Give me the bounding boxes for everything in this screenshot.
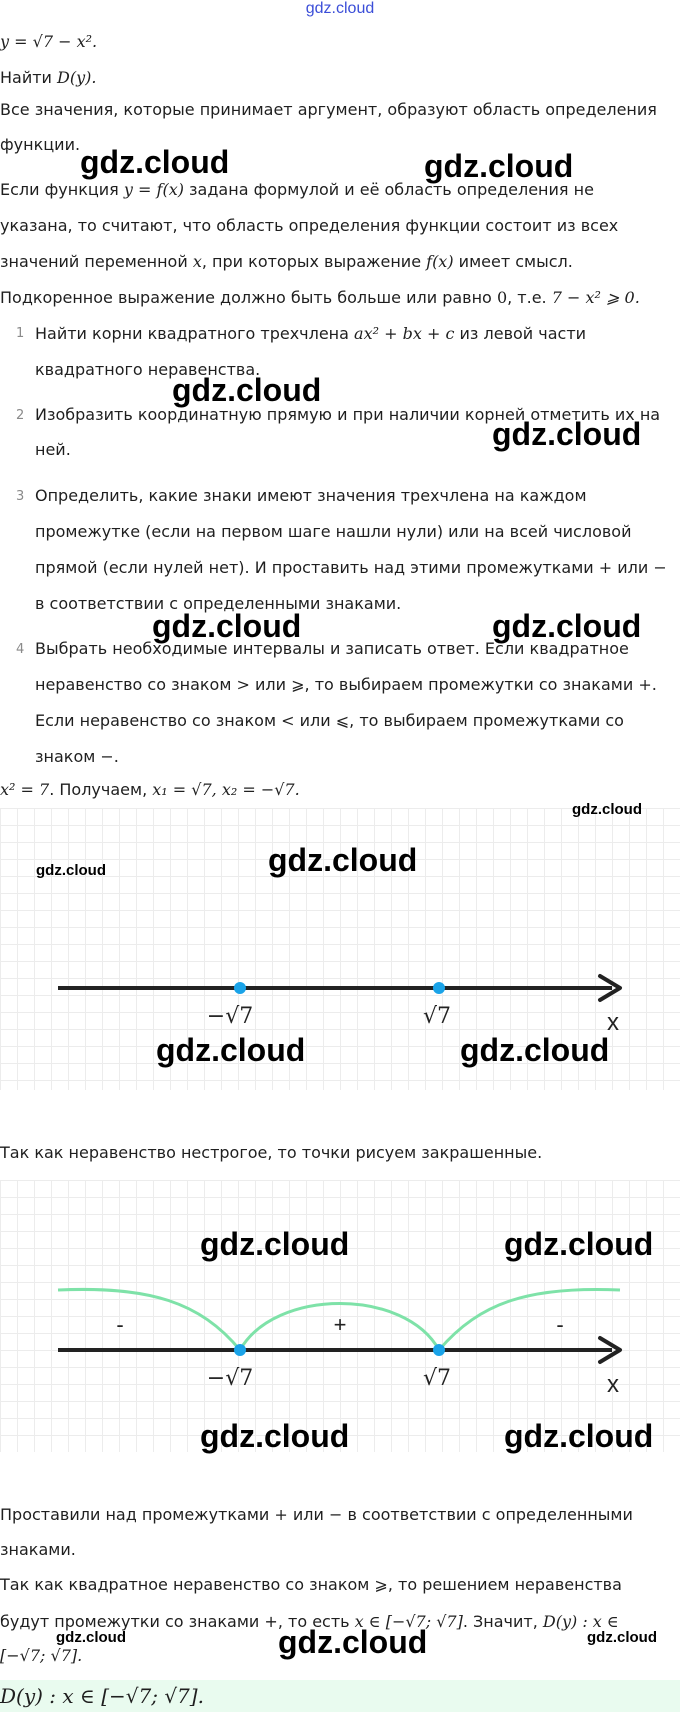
step-number: 1	[16, 326, 25, 341]
text-segment: . Получаем,	[49, 780, 148, 799]
step-3-line4: в соответствии с определенными знаками.	[35, 594, 402, 613]
parabola-arc-left	[58, 1289, 240, 1350]
step-3-line1: Определить, какие знаки имеют значения трехчлена на каждом	[35, 486, 587, 505]
theory-p1-line1: Все значения, которые принимает аргумент, образуют область определения	[0, 100, 657, 119]
axis-label: x	[607, 1009, 619, 1036]
root-point-left	[234, 1344, 246, 1356]
math-segment: +.	[638, 675, 657, 694]
answer-box	[0, 1680, 680, 1712]
find-label: Найти	[0, 68, 52, 87]
text-segment: будут промежутки со знаками +, то есть	[0, 1612, 350, 1631]
math-segment: x² = 7	[0, 780, 50, 799]
conclusion-line3: Так как квадратное неравенство со знаком ⩾, то решением неравенства	[0, 1575, 622, 1594]
theory-p1-line2: функции.	[0, 135, 81, 154]
step-4-line2	[35, 675, 657, 695]
step-1-line1	[35, 324, 586, 344]
text-segment: Если функция	[0, 180, 119, 199]
root-label-right: √7	[422, 1366, 452, 1391]
watermark: gdz.cloud	[460, 1032, 610, 1068]
note-filled-points: Так как неравенство нестрогое, то точки рисуем закрашенные.	[0, 1143, 543, 1162]
root-point-left	[234, 982, 246, 994]
text-segment: . Значит,	[462, 1612, 538, 1631]
theory-p2-line2: указана, то считают, что область определения функции состоит из всех	[0, 216, 619, 235]
text-segment: знаком	[35, 747, 96, 766]
text-segment: , при которых выражение	[201, 252, 422, 271]
text-segment: неравенство со знаком	[35, 675, 232, 694]
math-segment: −	[329, 1505, 343, 1524]
watermark: gdz.cloud	[278, 1624, 428, 1660]
root-point-right	[433, 982, 445, 994]
watermark: gdz.cloud	[572, 801, 642, 818]
math-segment: >	[236, 675, 250, 694]
text-segment: , то выбираем промежутками со	[349, 711, 624, 730]
conclusion-line2: знаками.	[0, 1540, 76, 1559]
math-segment: ⩾	[291, 675, 305, 694]
root-label-right: √7	[422, 1004, 452, 1029]
root-point-right	[433, 1344, 445, 1356]
watermark: gdz.cloud	[504, 1226, 654, 1262]
text-segment: Проставили над промежутками	[0, 1505, 270, 1524]
parabola-arc-right	[439, 1289, 620, 1350]
text-segment: из левой части	[459, 324, 587, 343]
math-segment: +	[598, 558, 613, 577]
text-segment: или	[292, 1505, 324, 1524]
number-line-figure-2	[0, 1180, 680, 1452]
step-3-line3	[35, 558, 667, 578]
math-segment: ax² + bx + c	[354, 324, 455, 343]
watermark: gdz.cloud	[504, 1418, 654, 1454]
step-number: 3	[16, 489, 25, 504]
sign-left: -	[116, 1312, 124, 1337]
theory-p2-line3	[0, 252, 573, 272]
watermark: gdz.cloud	[36, 862, 106, 879]
function-formula	[0, 32, 97, 52]
watermark: gdz.cloud	[80, 144, 230, 180]
theory-p3	[0, 288, 640, 308]
find-expr: D(y).	[57, 68, 97, 87]
text-segment: , то выбираем промежутки со знаками	[304, 675, 634, 694]
math-segment: y = f(x)	[123, 180, 184, 199]
step-4-line1: Выбрать необходимые интервалы и записать ответ. Если квадратное	[35, 639, 629, 658]
conclusion-line5	[0, 1646, 82, 1666]
axis-label: x	[607, 1371, 619, 1398]
sign-chart-svg	[0, 1180, 680, 1452]
text-segment: или	[299, 711, 331, 730]
roots-line	[0, 780, 300, 800]
math-segment: 0	[496, 288, 508, 307]
step-4-line3	[35, 711, 624, 731]
conclusion-line1	[0, 1505, 633, 1525]
math-segment: f(x)	[426, 252, 454, 271]
math-segment: x ∈ [−√7; √7]	[354, 1612, 463, 1631]
step-4-line4	[35, 747, 119, 767]
watermark: gdz.cloud	[172, 372, 322, 408]
root-label-left: −√7	[206, 1366, 254, 1391]
watermark: gdz.cloud	[56, 1629, 126, 1646]
step-3-line2: промежутке (если на первом шаге нашли нули) или на всей числовой	[35, 522, 632, 541]
math-segment: x	[192, 252, 202, 271]
formula-text: y = √7 − x².	[0, 32, 98, 51]
sign-right: -	[556, 1312, 564, 1337]
watermark: gdz.cloud	[152, 608, 302, 644]
task-line	[0, 68, 96, 88]
sign-middle: +	[333, 1312, 347, 1337]
text-segment: имеет смысл.	[458, 252, 573, 271]
text-segment: прямой (если нулей нет). И проставить над этими промежутками	[35, 558, 594, 577]
watermark: gdz.cloud	[492, 416, 642, 452]
watermark: gdz.cloud	[587, 1629, 657, 1646]
text-segment: или	[254, 675, 287, 694]
step-number: 2	[16, 408, 25, 423]
text-segment: значений переменной	[0, 252, 188, 271]
watermark: gdz.cloud	[492, 608, 642, 644]
math-segment: 7 − x² ⩾ 0.	[551, 288, 640, 307]
text-segment: Подкоренное выражение должно быть больше или равно	[0, 288, 492, 307]
math-segment: [−√7; √7].	[0, 1646, 83, 1665]
answer-text: D(y) : x ∈ [−√7; √7].	[0, 1684, 204, 1708]
text-segment: задана формулой и её область определения не	[189, 180, 594, 199]
math-segment: x₁ = √7, x₂ = −√7.	[152, 780, 300, 799]
top-watermark-link[interactable]: gdz.cloud	[305, 0, 375, 17]
text-segment: Найти корни квадратного трехчлена	[35, 324, 349, 343]
watermark: gdz.cloud	[200, 1418, 350, 1454]
text-segment: или	[617, 558, 649, 577]
step-1-line2: квадратного неравенства.	[35, 360, 261, 379]
step-2-line2: ней.	[35, 440, 71, 459]
math-segment: +	[274, 1505, 288, 1524]
math-segment: ⩽	[335, 711, 350, 730]
text-segment: , т.е.	[507, 288, 547, 307]
step-2-line1: Изобразить координатную прямую и при наличии корней отметить их на	[35, 405, 661, 424]
step-number: 4	[16, 642, 25, 657]
root-label-left: −√7	[206, 1004, 254, 1029]
math-segment: <	[281, 711, 295, 730]
math-segment: −	[653, 558, 667, 577]
math-segment: D(y) : x ∈	[542, 1612, 619, 1631]
math-segment: −.	[100, 747, 119, 766]
watermark: gdz.cloud	[268, 842, 418, 878]
text-segment: Если неравенство со знаком	[35, 711, 277, 730]
watermark: gdz.cloud	[424, 148, 574, 184]
watermark: gdz.cloud	[156, 1032, 306, 1068]
text-segment: в соответствии с определенными	[347, 1505, 633, 1524]
watermark: gdz.cloud	[200, 1226, 350, 1262]
